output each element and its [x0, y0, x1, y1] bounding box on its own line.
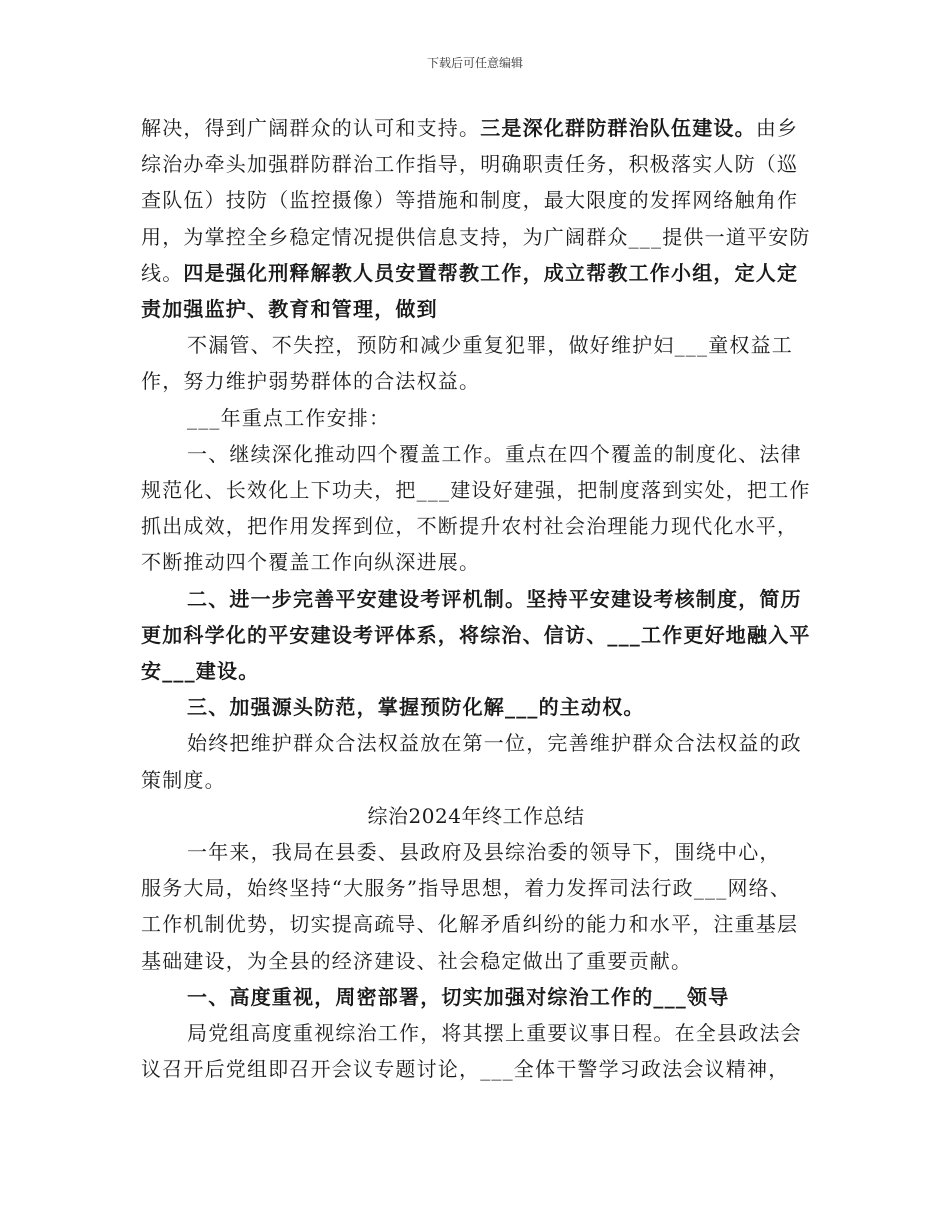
- paragraph-3: ___年重点工作安排：: [187, 405, 391, 430]
- paragraph-1: [141, 110, 811, 327]
- section-title: 综治2024年终工作总结: [367, 803, 585, 828]
- document-body: [141, 110, 811, 1087]
- paragraph-4: 一、继续深化推动四个覆盖工作。重点在四个覆盖的制度化、法律规范化、长效化上下功夫，把___建设好建强，把制度落到实处，把工作抓出成效，把作用发挥到位，不断提升农村社会治理能力现代化水平，不断推动四个覆盖工作向纵深进展。: [141, 441, 811, 575]
- paragraph-1-text-a: 解决，得到广阔群众的认可和支持。: [141, 116, 481, 140]
- paragraph-6: 三、加强源头防范，掌握预防化解___的主动权。: [187, 695, 645, 720]
- paragraph-1-bold-b: 三是深化群防群治队伍建设。: [480, 116, 756, 140]
- page-header: 下载后可任意编辑: [426, 56, 523, 70]
- paragraph-1-bold-d: 四是强化刑释解教人员安置帮教工作，成立帮教工作小组，定人定责加强监护、教育和管理，做到: [141, 260, 799, 322]
- paragraph-10: 一、高度重视，周密部署，切实加强对综治工作的___领导: [187, 984, 730, 1009]
- paragraph-5: 二、进一步完善平安建设考评机制。坚持平安建设考核制度，简历更加科学化的平安建设考评体系，将综治、信访、___工作更好地融入平安___建设。: [141, 586, 811, 684]
- paragraph-9: 服务大局，始终坚持“大服务”指导思想，着力发挥司法行政___网络、工作机制优势，切实提高疏导、化解矛盾纠纷的能力和水平，注重基层基础建设，为全县的经济建设、社会稳定做出了重要贡献。: [141, 876, 799, 973]
- paragraph-2: 不漏管、不失控，预防和减少重复犯罪，做好维护妇___童权益工作，努力维护弱势群体的合法权益。: [141, 333, 793, 394]
- paragraph-8: 一年来，我局在县委、县政府及县综治委的领导下，围绕中心，: [187, 840, 781, 865]
- paragraph-1-text-c: 由乡综治办牵头加强群防群治工作指导，明确职责任务，积极落实人防（巡查队伍）技防（监控摄像）等措施和制度，最大限度的发挥网络触角作用，为掌控全乡稳定情况提供信息支持，为广阔群众___提供一道平安防线。: [141, 116, 811, 285]
- paragraph-11: 局党组高度重视综治工作，将其摆上重要议事日程。在全县政法会议召开后党组即召开会议专题讨论，___全体干警学习政法会议精神，: [141, 1021, 802, 1082]
- paragraph-7: 始终把维护群众合法权益放在第一位，完善维护群众合法权益的政策制度。: [141, 731, 802, 792]
